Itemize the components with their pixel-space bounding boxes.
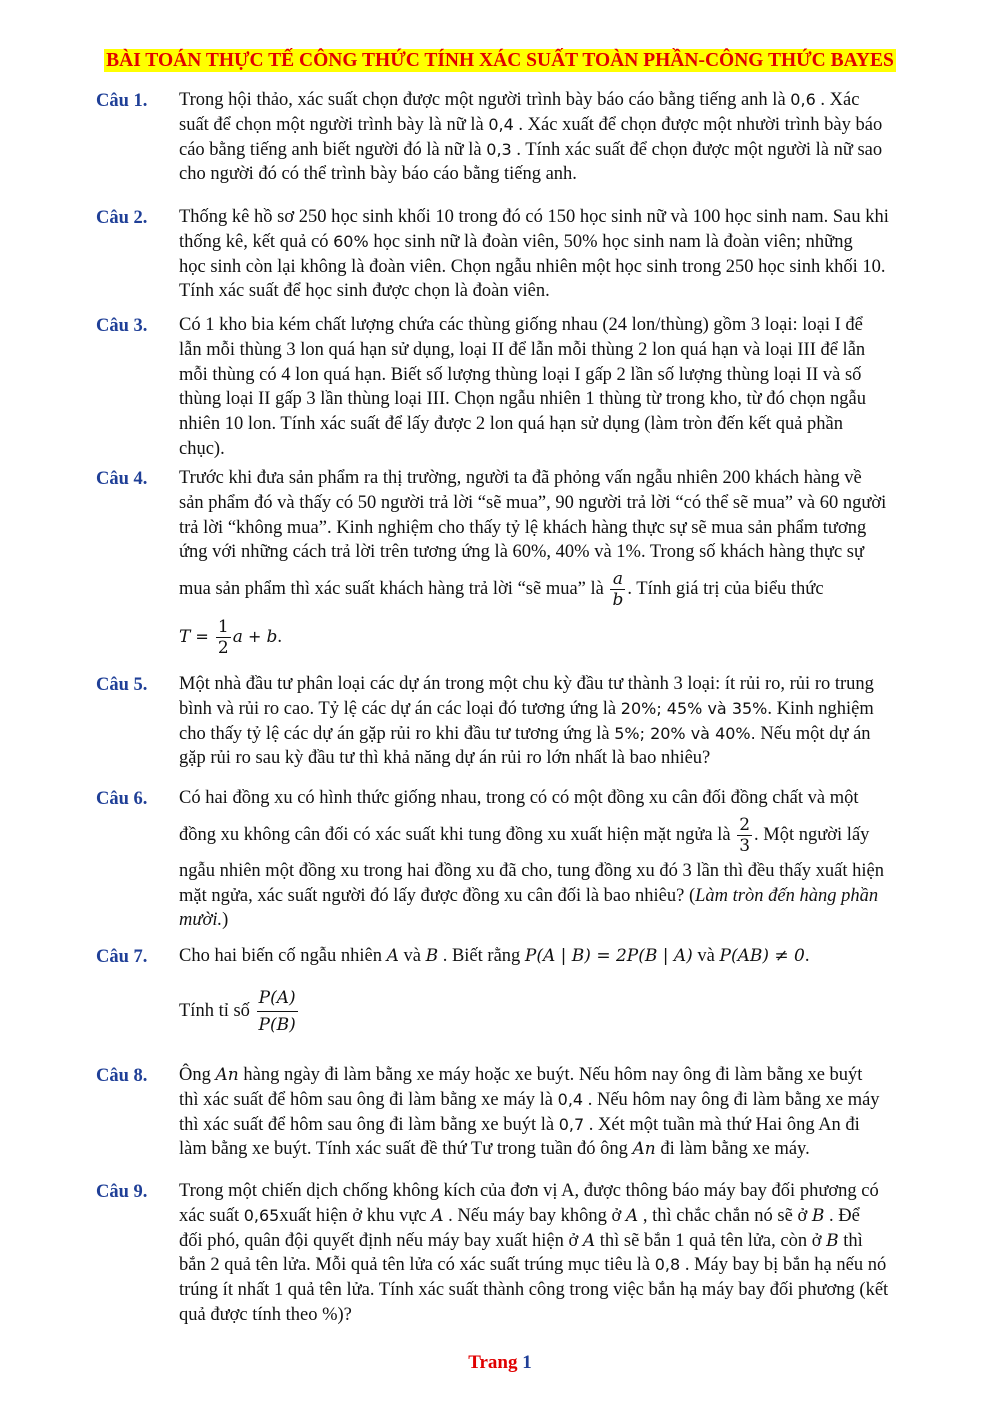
- page-footer: [0, 1352, 1000, 1374]
- text-line: [179, 1229, 956, 1254]
- text: thì: [838, 1230, 863, 1251]
- math-var: B: [826, 1230, 839, 1251]
- text: cáo bằng tiếng anh biết người đó là nữ là: [179, 139, 487, 160]
- fraction-one-half: [216, 617, 231, 658]
- fraction-a-over-b: [610, 569, 625, 610]
- page-title: [0, 50, 1000, 72]
- question-1: [96, 88, 956, 187]
- value: 0,6: [790, 90, 816, 109]
- text: . Tính xác suất để chọn được một người là nữ sao: [511, 139, 883, 160]
- denominator: P(B): [258, 1015, 296, 1036]
- text: . Xác: [815, 90, 860, 110]
- value: 5%; 20% và 40%.: [614, 723, 756, 743]
- text: .: [277, 627, 282, 648]
- value: 60%: [333, 231, 369, 251]
- question-body: [179, 1179, 956, 1328]
- value: 0,4: [488, 114, 514, 134]
- text-line: cho người đó có thể trình bày báo cáo bằng tiếng anh.: [179, 164, 577, 185]
- question-9: [96, 1179, 956, 1328]
- math-op: =: [190, 627, 214, 647]
- numerator: a: [610, 569, 625, 590]
- text: . Xét một tuần mà thứ Hai ông An đi: [584, 1114, 860, 1135]
- text: và: [398, 946, 426, 966]
- value: 0,65: [243, 1205, 280, 1225]
- footer-label: Trang: [468, 1352, 518, 1373]
- text-line: Trước khi đưa sản phẩm ra thị trường, người ta đã phỏng vấn ngẫu nhiên 200 khách hàng về: [179, 468, 862, 488]
- text: làm bằng xe buýt. Tính xác suất đề thứ Tư trong tuần đó ông: [179, 1139, 633, 1160]
- question-body: [179, 88, 956, 187]
- text: . Nếu hôm nay ông đi làm bằng xe máy: [583, 1089, 880, 1110]
- question-body: [179, 944, 956, 1041]
- question-body: [179, 786, 956, 933]
- question-label: Câu 5.: [96, 675, 148, 695]
- question-3: [96, 313, 956, 462]
- math-var: A: [625, 1205, 639, 1226]
- text-line: nhiên 10 lon. Tính xác suất để lấy được 2 lon quá hạn sử dụng (làm tròn đến kết quả phần: [179, 414, 844, 435]
- question-label: Câu 1.: [96, 91, 148, 111]
- numerator: 1: [217, 617, 229, 638]
- math-op: +: [242, 627, 267, 647]
- question-body: [179, 1063, 956, 1162]
- numerator: 2: [739, 815, 751, 836]
- math-var: A: [431, 1205, 444, 1226]
- question-label: Câu 6.: [96, 789, 148, 809]
- text: thống kê, kết quả có: [179, 231, 334, 252]
- question-5: [96, 672, 956, 771]
- math-expression: P(AB) ≠ 0: [719, 946, 805, 966]
- math-expression: P(A | B) = 2P(B | A): [524, 946, 693, 966]
- text-line: [179, 908, 956, 933]
- text: và: [692, 946, 720, 966]
- text: Ông: [179, 1065, 216, 1085]
- expression-line: [179, 613, 956, 661]
- text: thì sẽ bắn 1 quả tên lửa, còn ở: [595, 1230, 827, 1251]
- text-line: [179, 138, 956, 163]
- text-line: [179, 944, 956, 969]
- text-line: [179, 230, 956, 255]
- math-var: B: [425, 946, 439, 966]
- text-line: [179, 113, 956, 138]
- page-title-text: BÀI TOÁN THỰC TẾ CÔNG THỨC TÍNH XÁC SUẤT TOÀN PHẦN-CÔNG THỨC BAYES: [106, 50, 894, 71]
- text: . Tính giá trị của biểu thức: [627, 579, 824, 600]
- text: thì xác suất để hôm sau ông đi làm bằng xe buýt là: [179, 1114, 559, 1135]
- question-label: Câu 3.: [96, 316, 148, 336]
- text-line: Có 1 kho bia kém chất lượng chứa các thùng giống nhau (24 lon/thùng) gồm 3 loại: loại I để: [179, 315, 863, 335]
- value: 0,7: [558, 1114, 585, 1134]
- text: .: [804, 946, 810, 966]
- text: . Để: [824, 1205, 860, 1226]
- text: hàng ngày đi làm bằng xe máy hoặc xe buýt. Nếu hôm nay ông đi làm bằng xe buýt: [238, 1065, 863, 1085]
- text-line: [179, 1113, 956, 1138]
- text-line: mỗi thùng có 4 lon quá hạn. Biết số lượng thùng loại I gấp 2 lần số lượng thùng loại II và số: [179, 364, 862, 385]
- text-line: Một nhà đầu tư phân loại các dự án trong một chu kỳ đầu tư thành 3 loại: ít rủi ro, rủi ro trung: [179, 674, 874, 694]
- text-line: Trong một chiến dịch chống không kích của đơn vị A, được thông báo máy bay đối phương có: [179, 1181, 879, 1201]
- text: bắn 2 quả tên lửa. Mỗi quả tên lửa có xác suất trúng mục tiêu là: [179, 1255, 655, 1276]
- text: Nếu một dự án: [755, 723, 871, 744]
- text-line: lẫn mỗi thùng 3 lon quá hạn sử dụng, loại II để lẫn mỗi thùng 2 lon quá hạn và loại III để lẫn: [179, 339, 866, 360]
- question-7: [96, 944, 956, 1041]
- text: xuất hiện ở khu vực: [279, 1205, 432, 1226]
- numerator: P(A): [257, 985, 298, 1012]
- text: đi làm bằng xe máy.: [655, 1139, 810, 1160]
- text: học sinh nữ là đoàn viên, 50% học sinh nam là đoàn viên; những: [368, 231, 853, 252]
- text: đồng xu không cân đối có xác suất khi tung đồng xu xuất hiện mặt ngửa là: [179, 824, 736, 845]
- question-body: [179, 313, 956, 462]
- text: , thì chắc chắn nó sẽ ở: [638, 1205, 812, 1226]
- question-label: Câu 2.: [96, 208, 148, 228]
- question-label: Câu 8.: [96, 1066, 148, 1086]
- page-number: 1: [522, 1352, 532, 1373]
- value: 20%; 45% và 35%: [620, 698, 768, 718]
- text-line: ứng với những cách trả lời trên tương ứng là 60%, 40% và 1%. Trong số khách hàng thực sự: [179, 542, 865, 563]
- text: . Xác xuất để chọn được một nhười trình bày báo: [513, 114, 883, 135]
- text: . Một người lấy: [754, 824, 870, 845]
- math-var: T: [179, 627, 191, 648]
- text-line: Thống kê hồ sơ 250 học sinh khối 10 trong đó có 150 học sinh nữ và 100 học sinh nam. Sau khi: [179, 207, 889, 227]
- question-8: [96, 1063, 956, 1162]
- question-body: [179, 672, 956, 771]
- math-var: b: [266, 627, 278, 648]
- text: . Biết rằng: [438, 946, 525, 966]
- question-2: [96, 205, 956, 304]
- text: Tính tỉ số: [179, 1000, 255, 1021]
- text-line: [179, 1253, 956, 1278]
- italic-text: mười.: [179, 910, 223, 931]
- text-line: [179, 981, 956, 1041]
- text: mặt ngửa, xác suất người đó lấy được đồng xu cân đối là bao nhiêu? (: [179, 885, 696, 906]
- fraction-two-thirds: [737, 815, 752, 856]
- text-line: quả được tính theo %)?: [179, 1304, 352, 1325]
- denominator: b: [612, 590, 624, 611]
- value: 0,8: [654, 1255, 681, 1275]
- text-line: Có hai đồng xu có hình thức giống nhau, trong có có một đồng xu cân đối đồng chất và một: [179, 788, 859, 808]
- text: . Kinh nghiệm: [767, 698, 874, 719]
- math-var: A: [582, 1230, 596, 1251]
- text: đối phó, quân đội quyết định nếu máy bay xuất hiện ở: [179, 1230, 583, 1251]
- math-var: A: [386, 946, 399, 966]
- text: xác suất: [179, 1205, 244, 1226]
- text-line: [179, 565, 956, 613]
- text-line: [179, 884, 956, 909]
- question-6: [96, 786, 956, 933]
- text: cho thấy tỷ lệ các dự án gặp rủi ro khi đầu tư tương ứng là: [179, 723, 615, 744]
- question-label: Câu 9.: [96, 1182, 148, 1202]
- text-line: thùng loại II gấp 3 lần thùng loại III. Chọn ngẫu nhiên 1 thùng từ trong kho, từ đó chọn ngẫu: [179, 389, 866, 410]
- value: 0,3: [486, 139, 512, 159]
- text-line: học sinh còn lại không là đoàn viên. Chọn ngẫu nhiên một học sinh trong 250 học sinh khối 10.: [179, 256, 886, 277]
- denominator: 2: [217, 638, 229, 659]
- fraction-pa-over-pb: [257, 985, 298, 1038]
- math-var: B: [811, 1205, 825, 1226]
- denominator: 3: [739, 836, 751, 857]
- question-label: Câu 4.: [96, 469, 148, 489]
- text-line: gặp rủi ro sau kỳ đầu tư thì khả năng dự án rủi ro lớn nhất là bao nhiêu?: [179, 748, 711, 769]
- math-var: a: [232, 627, 243, 648]
- text-line: [179, 697, 956, 722]
- text-line: trả lời “không mua”. Kinh nghiệm cho thấy tỷ lệ khách hàng thực sự sẽ mua sản phẩm tương: [179, 517, 867, 538]
- text-line: [179, 811, 956, 859]
- text-line: [179, 722, 956, 747]
- text-line: [179, 1088, 956, 1113]
- text-line: chục).: [179, 438, 225, 459]
- text-line: [179, 88, 956, 113]
- name: An: [215, 1065, 239, 1085]
- value: 0,4: [557, 1089, 584, 1109]
- text-line: Tính xác suất để học sinh được chọn là đoàn viên.: [179, 281, 550, 302]
- text: thì xác suất để hôm sau ông đi làm bằng xe máy là: [179, 1089, 558, 1110]
- text-line: [179, 1204, 956, 1229]
- text-line: [179, 1137, 956, 1162]
- text: Cho hai biến cố ngẫu nhiên: [179, 946, 387, 966]
- question-body: [179, 205, 956, 304]
- text: . Máy bay bị bắn hạ nếu nó: [680, 1255, 887, 1276]
- text: mua sản phẩm thì xác suất khách hàng trả lời “sẽ mua” là: [179, 579, 609, 600]
- text-line: ngẫu nhiên một đồng xu trong hai đồng xu đã cho, tung đồng xu đó 3 lần thì đều thấy xuất hiện: [179, 860, 884, 881]
- text-line: trúng ít nhất 1 quả tên lửa. Tính xác suất thành công trong việc bắn hạ máy bay đối phương (kết: [179, 1280, 889, 1301]
- text: ): [222, 910, 229, 931]
- text: suất để chọn một người trình bày là nữ là: [179, 114, 489, 135]
- text: Trong hội thảo, xác suất chọn được một người trình bày báo cáo bằng tiếng anh là: [179, 90, 791, 110]
- text: bình và rủi ro cao. Tỷ lệ các dự án các loại đó tương ứng là: [179, 698, 621, 719]
- text-line: [179, 1063, 956, 1088]
- question-4: [96, 466, 956, 661]
- text-line: sản phẩm đó và thấy có 50 người trả lời “sẽ mua”, 90 người trả lời “có thể sẽ mua” và 60 người: [179, 492, 887, 513]
- text: . Nếu máy bay không ở: [443, 1205, 626, 1226]
- italic-text: Làm tròn đến hàng phần: [695, 885, 879, 906]
- question-label: Câu 7.: [96, 947, 148, 967]
- name: An: [632, 1139, 656, 1160]
- question-body: [179, 466, 956, 661]
